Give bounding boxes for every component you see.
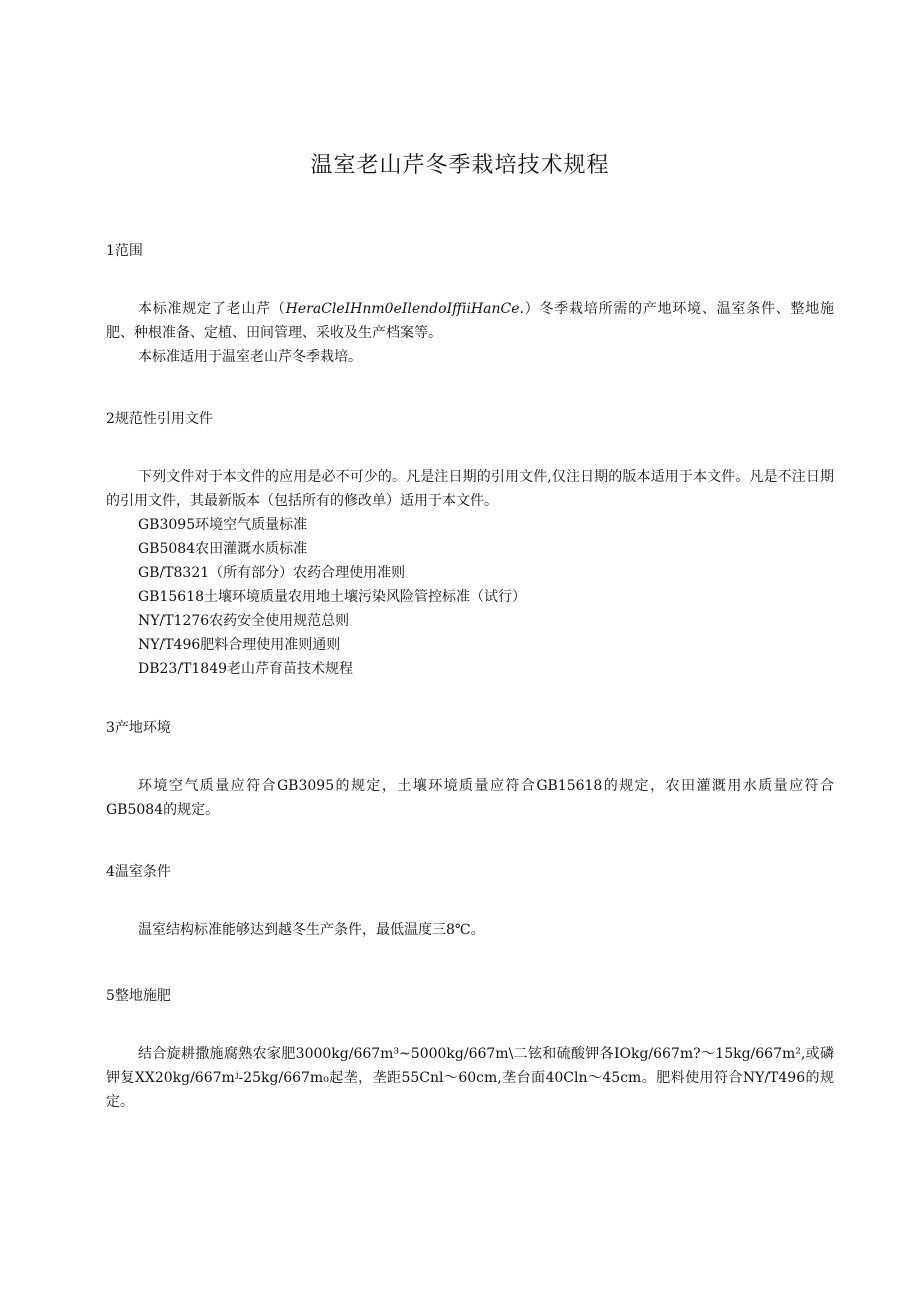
scope-paragraph-2: 本标准适用于温室老山芹冬季栽培。 xyxy=(138,349,362,365)
reference-item: GB5084农田灌溉水质标准 xyxy=(138,541,308,557)
reference-item: GB/T8321（所有部分）农药合理使用准则 xyxy=(138,565,406,581)
document-title: 温室老山芹冬季栽培技术规程 xyxy=(310,153,610,178)
scope-paragraph-1 xyxy=(106,297,834,345)
reference-item: GB3095环境空气质量标准 xyxy=(138,517,308,533)
scope-text-post: ）冬季栽培所需的产地环境、温室条件、整地施肥、种根准备、定植、田间管理、采收及生产档案等。 xyxy=(106,301,835,341)
references-paragraph: 下列文件对于本文件的应用是必不可少的。凡是注日期的引用文件,仅注日期的版本适用于本文件。凡是不注日期的引用文件，其最新版本（包括所有的修改单）适用于本文件。 xyxy=(106,469,834,509)
section-heading-scope: 1范围 xyxy=(106,243,143,259)
soil-fertilization-paragraph: 结合旋耕撒施腐熟农家肥3000kg/667m³~5000kg/667m\二铉和硫酸钾各IOkg/667m?～15kg/667m²,或磷钾复XX20kg/667mʲ-25kg/667m₀起垄，垄距55Cnl～60cm,垄台面40Cln～45cm。肥料使用符合NY/T496的规定。 xyxy=(106,1046,834,1110)
greenhouse-paragraph: 温室结构标准能够达到越冬生产条件，最低温度三8℃。 xyxy=(138,922,485,938)
scope-text-pre: 本标准规定了老山芹（ xyxy=(138,301,286,317)
section-heading-environment: 3产地环境 xyxy=(106,720,171,736)
reference-item: DB23/T1849老山芹育苗技术规程 xyxy=(138,661,354,677)
environment-paragraph: 环境空气质量应符合GB3095的规定，土壤环境质量应符合GB15618的规定，农田灌溉用水质量应符合GB5084的规定。 xyxy=(106,778,834,818)
reference-item: GB15618土壤环境质量农用地土壤污染风险管控标准（试行） xyxy=(138,589,527,605)
section-heading-soil-fertilization: 5整地施肥 xyxy=(106,988,171,1004)
section-heading-references: 2规范性引用文件 xyxy=(106,411,213,427)
reference-item: NY/T1276农药安全使用规范总则 xyxy=(138,613,350,629)
reference-item: NY/T496肥料合理使用准则通则 xyxy=(138,637,341,653)
section-heading-greenhouse: 4温室条件 xyxy=(106,864,171,880)
latin-name: HeraCleIHnm0eIlendoIffiiHanCe. xyxy=(285,301,524,317)
